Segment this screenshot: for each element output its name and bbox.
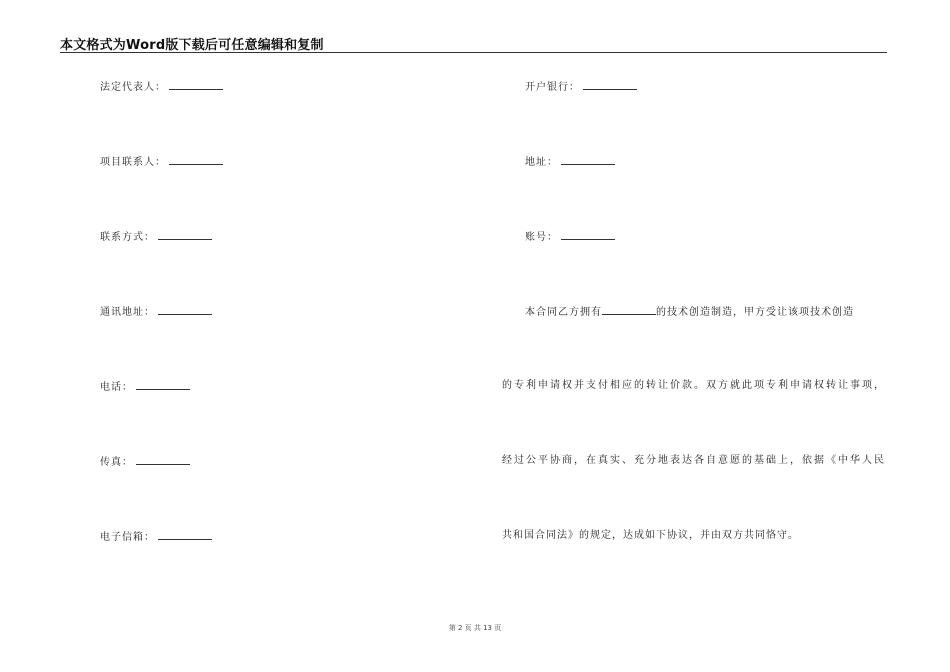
blank-line bbox=[602, 305, 656, 315]
blank-line bbox=[169, 80, 223, 90]
paragraph-line-2: 的专利申请权并支付相应的转让价款。双方就此项专利申请权转让事项， bbox=[502, 380, 885, 391]
field-legal-representative bbox=[100, 80, 223, 94]
field-fax bbox=[100, 455, 190, 469]
paragraph-line-1 bbox=[525, 305, 885, 319]
blank-line bbox=[561, 230, 615, 240]
field-label: 开户银行： bbox=[525, 82, 580, 93]
blank-line bbox=[136, 455, 190, 465]
header-divider bbox=[60, 52, 887, 53]
field-label: 账号： bbox=[525, 232, 558, 243]
field-address bbox=[525, 155, 615, 169]
blank-line bbox=[583, 80, 637, 90]
blank-line bbox=[158, 305, 212, 315]
field-label: 项目联系人： bbox=[100, 157, 166, 168]
blank-line bbox=[158, 530, 212, 540]
field-label: 通讯地址： bbox=[100, 307, 155, 318]
blank-line bbox=[158, 230, 212, 240]
field-bank bbox=[525, 80, 637, 94]
paragraph-line-3: 经过公平协商，在真实、充分地表达各自意愿的基础上，依据《中华人民 bbox=[502, 455, 885, 466]
field-email bbox=[100, 530, 212, 544]
paragraph-text: 的技术创造制造，甲方受让该项技术创造 bbox=[656, 307, 854, 318]
field-account bbox=[525, 230, 615, 244]
blank-line bbox=[136, 380, 190, 390]
paragraph-line-4: 共和国合同法》的规定，达成如下协议，并由双方共同恪守。 bbox=[502, 530, 799, 541]
blank-line bbox=[561, 155, 615, 165]
field-label: 传真： bbox=[100, 457, 133, 468]
field-project-contact bbox=[100, 155, 223, 169]
field-label: 电话： bbox=[100, 382, 133, 393]
blank-line bbox=[169, 155, 223, 165]
page-header-title: 本文格式为Word版下载后可任意编辑和复制 bbox=[60, 38, 324, 53]
field-mailing-address bbox=[100, 305, 212, 319]
page-number-footer: 第 2 页 共 13 页 bbox=[448, 624, 502, 632]
field-contact-method bbox=[100, 230, 212, 244]
field-phone bbox=[100, 380, 190, 394]
field-label: 法定代表人： bbox=[100, 82, 166, 93]
field-label: 地址： bbox=[525, 157, 558, 168]
field-label: 联系方式： bbox=[100, 232, 155, 243]
paragraph-text: 本合同乙方拥有 bbox=[525, 307, 602, 318]
field-label: 电子信箱： bbox=[100, 532, 155, 543]
